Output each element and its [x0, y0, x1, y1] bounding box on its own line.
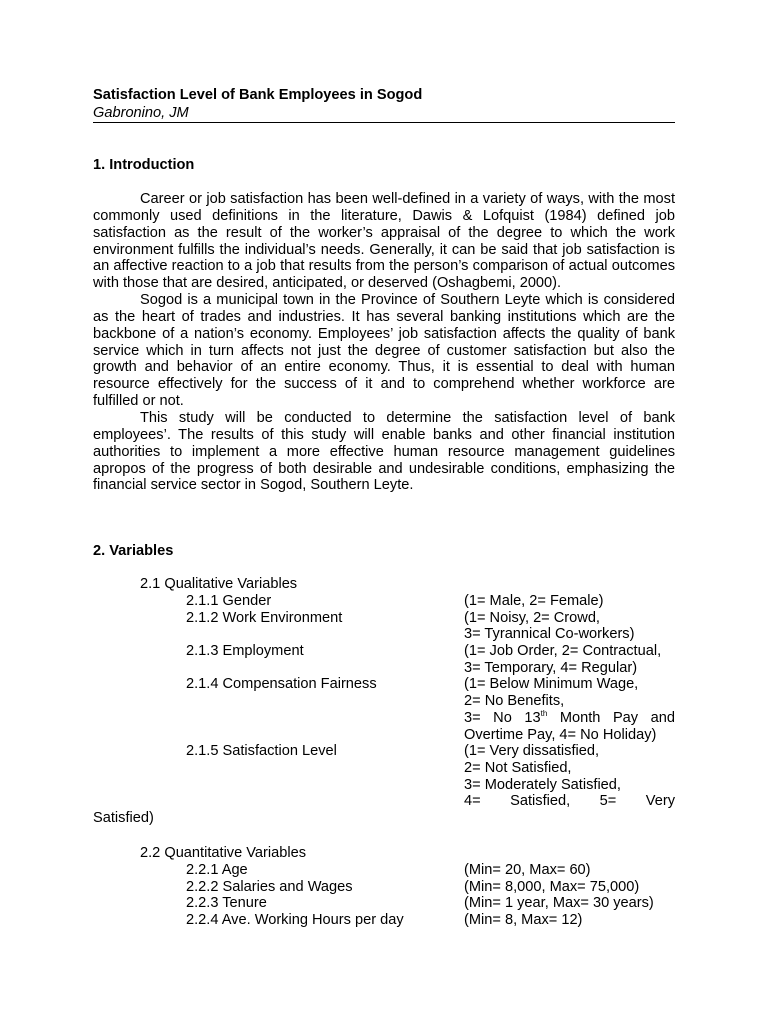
variable-row-continuation [93, 626, 675, 643]
variable-row [93, 862, 675, 879]
variable-row-continuation [93, 777, 675, 794]
variable-row [93, 593, 675, 610]
variable-name: 2.2.3 Tenure [186, 895, 267, 912]
introduction-body [93, 191, 675, 494]
variable-coding: (1= Very dissatisfied, [464, 743, 600, 760]
variable-name: 2.1.2 Work Environment [186, 609, 343, 626]
quantitative-variables-list [93, 862, 675, 929]
document-page [93, 86, 675, 929]
variable-coding: 2= No Benefits, [464, 693, 565, 710]
variable-range: (Min= 8,000, Max= 75,000) [464, 878, 640, 895]
variable-range: (Min= 8, Max= 12) [464, 912, 583, 929]
variable-coding: (1= Job Order, 2= Contractual, [464, 643, 662, 660]
variable-coding: Satisfied) [93, 809, 154, 826]
variable-coding: Overtime Pay, 4= No Holiday) [464, 726, 657, 743]
variable-row [93, 895, 675, 912]
intro-paragraph-1: Career or job satisfaction has been well-defined in a variety of ways, with the most commonly used definitions in the literature, Dawis & Lofquist (1984) defined job satisfaction as the result of the worker’s appraisal of the degree to which the work environment fulfills the individual’s needs. Generally, it can be said that job satisfaction is an affective reaction to a job that results from the person’s comparison of actual outcomes with those that are desired, anticipated, or deserved (Oshagbemi, 2000). [93, 191, 675, 292]
variable-name: 2.2.1 Age [186, 862, 248, 878]
variable-row [93, 676, 675, 693]
variable-row-continuation [93, 760, 675, 777]
variable-row-continuation [93, 710, 675, 727]
variable-coding: 3= Tyrannical Co-workers) [464, 626, 635, 643]
ordinal-suffix: th [540, 708, 548, 718]
variable-row-continuation [93, 793, 675, 810]
section-heading-variables: 2. Variables [93, 543, 174, 559]
variable-row [93, 879, 675, 896]
variable-coding-part: 3= No 13 [464, 709, 541, 726]
variable-name: 2.1.5 Satisfaction Level [186, 743, 337, 760]
variable-name: 2.1.4 Compensation Fairness [186, 676, 377, 693]
variable-coding: 3= Moderately Satisfied, [464, 776, 621, 793]
variable-range: (Min= 1 year, Max= 30 years) [464, 895, 654, 912]
header-rule [93, 122, 675, 123]
variable-row [93, 610, 675, 627]
variable-coding: (1= Male, 2= Female) [464, 593, 604, 609]
variable-coding: (1= Noisy, 2= Crowd, [464, 609, 600, 626]
quantitative-heading: 2.2 Quantitative Variables [140, 845, 307, 861]
qualitative-variables-list [93, 593, 675, 827]
variable-name: 2.1.1 Gender [186, 593, 272, 609]
document-author: Gabronino, JM [93, 105, 189, 121]
variable-coding: 4= Satisfied, 5= Very [464, 793, 675, 810]
variable-row-continuation [93, 727, 675, 744]
variable-row-continuation [93, 693, 675, 710]
variable-name: 2.2.2 Salaries and Wages [186, 878, 353, 895]
section-heading-introduction: 1. Introduction [93, 157, 195, 173]
document-title: Satisfaction Level of Bank Employees in Sogod [93, 87, 423, 103]
variable-row-continuation [93, 810, 675, 827]
variable-name: 2.2.4 Ave. Working Hours per day [186, 912, 404, 929]
intro-paragraph-2: Sogod is a municipal town in the Province of Southern Leyte which is considered as the heart of trades and industries. It has several banking institutions which are the backbone of a nation’s economy. Employees’ job satisfaction affects the quality of bank service which in turn affects not just the degree of customer satisfaction but also the growth and behavior of an entire economy. Thus, it is essential to deal with human resource effectively for the success of it and to comprehend whether workforce are fulfilled or not. [93, 292, 675, 410]
variable-coding-part: Month Pay and [547, 709, 675, 726]
variable-row [93, 643, 675, 660]
variable-coding: 2= Not Satisfied, [464, 759, 572, 776]
variable-row [93, 743, 675, 760]
variable-row-continuation [93, 660, 675, 677]
variable-coding: (1= Below Minimum Wage, [464, 676, 639, 693]
variable-coding: 3= Temporary, 4= Regular) [464, 659, 638, 676]
variable-range: (Min= 20, Max= 60) [464, 862, 591, 878]
variable-coding [464, 710, 675, 727]
variable-row [93, 912, 675, 929]
intro-paragraph-3: This study will be conducted to determine the satisfaction level of bank employees’. The results of this study will enable banks and other financial institution authorities to implement a more effective human resource management guidelines apropos of the progress of both desirable and undesirable conditions, emphasizing the financial service sector in Sogod, Southern Leyte. [93, 409, 675, 494]
qualitative-heading: 2.1 Qualitative Variables [140, 576, 298, 592]
variable-name: 2.1.3 Employment [186, 643, 304, 660]
